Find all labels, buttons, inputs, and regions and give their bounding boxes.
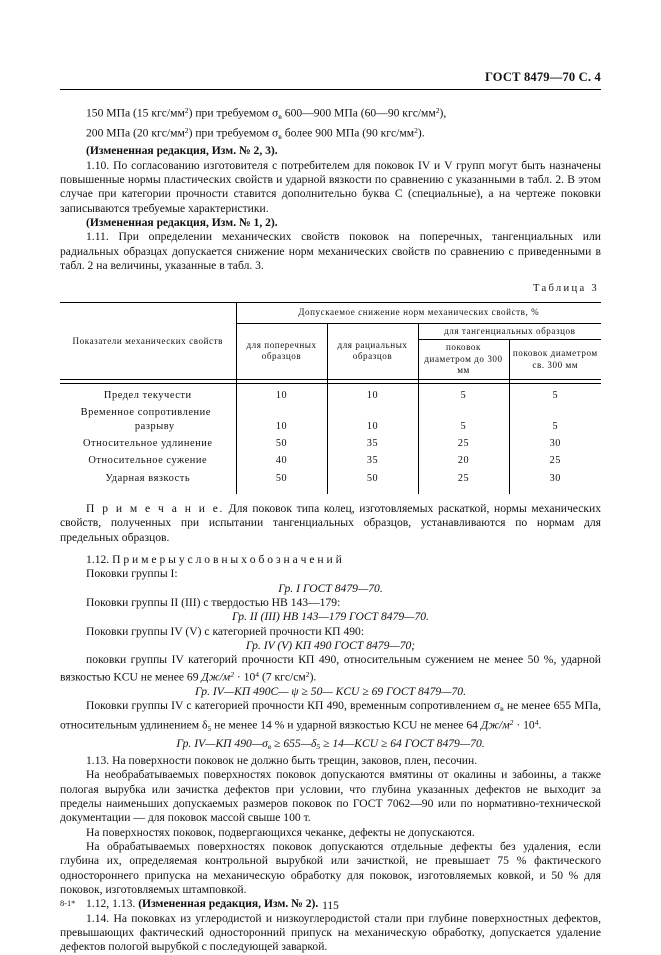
row-transverse: 40	[236, 452, 327, 469]
table-row	[60, 384, 601, 405]
table-header-radial: для рациальных образцов	[327, 323, 418, 379]
row-radial: 35	[327, 435, 418, 452]
row-label: Ударная вязкость	[105, 472, 191, 484]
group-2-intro: Поковки группы II (III) с твердостью НВ 143—179:	[86, 595, 341, 609]
table-header-metric-label: Показатели механических свойств	[60, 302, 236, 379]
note-text: Для поковок типа колец, изготовляемых раскаткой, нормы механических свойств, полученных при испытании тангенциальных образцов, устанавливаются по нормам для предельных образцов.	[60, 501, 601, 544]
row-transverse: 10	[236, 384, 327, 405]
clause-1-10: 1.10. По согласованию изготовителя с потребителем для поковок IV и V групп могут быть назначены повышенные нормы пластических свойств и ударной вязкости по сравнению с указанными в табл. 2. В этом случае при категории прочности ставится дополнительно буква С (специальные), а на чертеже поковки записываются требуемые характеристики.	[60, 158, 601, 215]
table-3-wrapper	[60, 302, 601, 494]
designation-group-4: Гр. IV (V) КП 490 ГОСТ 8479—70;	[245, 638, 416, 652]
clause-1-12-heading: 1.12. П р и м е р ы у с л о в н ы х о б о з н а ч е н и й	[86, 552, 342, 566]
designation-group-4-special: Гр. IV—КП 490С— ψ ≥ 50— KCU ≥ 69 ГОСТ 8479—70.	[195, 684, 466, 698]
row-tang-large: 5	[509, 404, 601, 435]
note-prefix: П р и м е ч а н и е.	[86, 501, 225, 515]
document-body	[60, 104, 601, 955]
row-label: Предел текучести	[103, 390, 192, 402]
header-divider	[60, 89, 601, 90]
intro-line-1: 150 МПа (15 кгс/$мм^2$) при требуемом $\sigma_в$ 600—900 МПа (60—90 кгс/$мм^2$),	[86, 106, 447, 121]
row-tang-small: 20	[418, 452, 509, 469]
group-4-strength-para: поковки группы IV категорий прочности КП 490, относительным сужением не менее 50 %, ударной вязкостью KCU не менее 69 $Дж/м^2 \cdot 10^4$ (7 кгс/$см^2$).	[60, 653, 601, 684]
group-1-intro: Поковки группы I:	[86, 567, 178, 581]
row-tang-small: 25	[418, 470, 509, 487]
row-tang-small: 5	[418, 384, 509, 405]
clause-1-13-line-1: 1.13. На поверхности поковок не должно быть трещин, заковов, плен, песочин.	[86, 753, 478, 767]
intro-line-2: 200 МПа (20 кгс/$мм^2$) при требуемом $\sigma_в$ более 900 МПа (90 кгс/$мм^2$).	[86, 126, 425, 141]
table-3	[60, 302, 601, 494]
table-3-caption: Таблица 3	[532, 283, 599, 295]
row-tang-small: 25	[418, 435, 509, 452]
row-transverse: 50	[236, 435, 327, 452]
clause-1-13-para-3: На обрабатываемых поверхностях поковок допускаются отдельные дефекты без удаления, если глубина их, определяемая контрольной вырубкой или зачисткой, не превышает 75 % фактического одностороннего припуска на механическую обработку для поковок, изготовляемых ковкой, и 50 % для поковок, изготовляемых штамповкой.	[60, 840, 601, 897]
table-bottom-spacer	[60, 487, 601, 494]
row-radial: 10	[327, 384, 418, 405]
designation-group-4-full: Гр. IV—КП $490—\sigma_в$ ≥ $655—\delta_5$ ≥ 14—KCU ≥ 64 ГОСТ 8479—70.	[176, 736, 485, 751]
group-4-intro: Поковки группы IV (V) с категорией прочности КП 490:	[86, 624, 365, 638]
row-radial: 10	[327, 404, 418, 435]
clause-1-11: 1.11. При определении механических свойств поковок на поперечных, тангенциальных или радиальных образцах допускается снижение норм механических свойств по сравнению с приведенными в табл. 2 на величины, указанные в табл. 3.	[60, 230, 601, 272]
footer-page-number: 115	[322, 900, 339, 912]
group-4-extended-para: Поковки группы IV с категорией прочности КП 490, временным сопротивлением $\sigma_в$ не менее 655 МПа, относительным удлинением $\delta_5$ не менее 14 % и ударной вязкостью KCU не менее 64 $Дж/м^2 \cdot 10^4$.	[60, 698, 601, 734]
table-header-tangential-title: для тангенциальных образцов	[418, 323, 601, 340]
table-header-transverse: для поперечных образцов	[236, 323, 327, 379]
row-tang-large: 25	[509, 452, 601, 469]
row-tang-large: 5	[509, 384, 601, 405]
table-header-tang-large: поковок диаметром св. 300 мм	[509, 340, 601, 380]
table-header-group-title: Допускаемое снижение норм механических свойств, %	[236, 302, 601, 323]
clause-1-14: 1.14. На поковках из углеродистой и низкоуглеродистой стали при глубине поверхностных дефектов, превышающих фактический односторонний припуск на механическую обработку, допускается удаление дефектов пологой вырубкой с последующей заваркой.	[60, 911, 601, 954]
row-tang-small: 5	[418, 404, 509, 435]
row-label: Относительное сужение	[88, 455, 208, 467]
table-row	[60, 452, 601, 469]
designation-group-2: Гр. II (III) НВ 143—179 ГОСТ 8479—70.	[232, 610, 429, 624]
row-radial: 35	[327, 452, 418, 469]
clause-1-13-para-1: На необрабатываемых поверхностях поковок допускаются вмятины от окалины и забоины, а также пологая вырубка или зачистка дефектов при условии, что глубина указанных дефектов не выходит за пределы наименьших допускаемых размеров поковок по ГОСТ 7062—90 или по нормативно-технической документации — для поковок массой свыше 100 т.	[60, 768, 601, 825]
row-label: Временное сопротивление разрыву	[80, 407, 211, 432]
row-tang-large: 30	[509, 470, 601, 487]
revision-note-2-3: (Измененная редакция, Изм. № 2, 3).	[86, 144, 278, 158]
table-3-note	[60, 502, 601, 545]
page-header-standard: ГОСТ 8479—70 С. 4	[484, 70, 601, 84]
table-row	[60, 470, 601, 487]
table-header-tang-small: поковок диаметром до 300 мм	[418, 340, 509, 380]
row-transverse: 10	[236, 404, 327, 435]
footer-signature: 8-1*	[60, 899, 76, 908]
table-row	[60, 404, 601, 435]
designation-group-1: Гр. I ГОСТ 8479—70.	[278, 581, 383, 595]
revision-note-1-12-1-13: 1.12, 1.13. (Измененная редакция, Изм. № 2).	[86, 897, 319, 911]
clause-1-13-para-2: На поверхностях поковок, подвергающихся чеканке, дефекты не допускаются.	[86, 825, 475, 839]
table-header-row-1	[60, 302, 601, 323]
row-tang-large: 30	[509, 435, 601, 452]
row-label: Относительное удлинение	[82, 437, 213, 449]
row-radial: 50	[327, 470, 418, 487]
row-transverse: 50	[236, 470, 327, 487]
revision-note-1-2: (Измененная редакция, Изм. № 1, 2).	[86, 215, 278, 229]
table-row	[60, 435, 601, 452]
